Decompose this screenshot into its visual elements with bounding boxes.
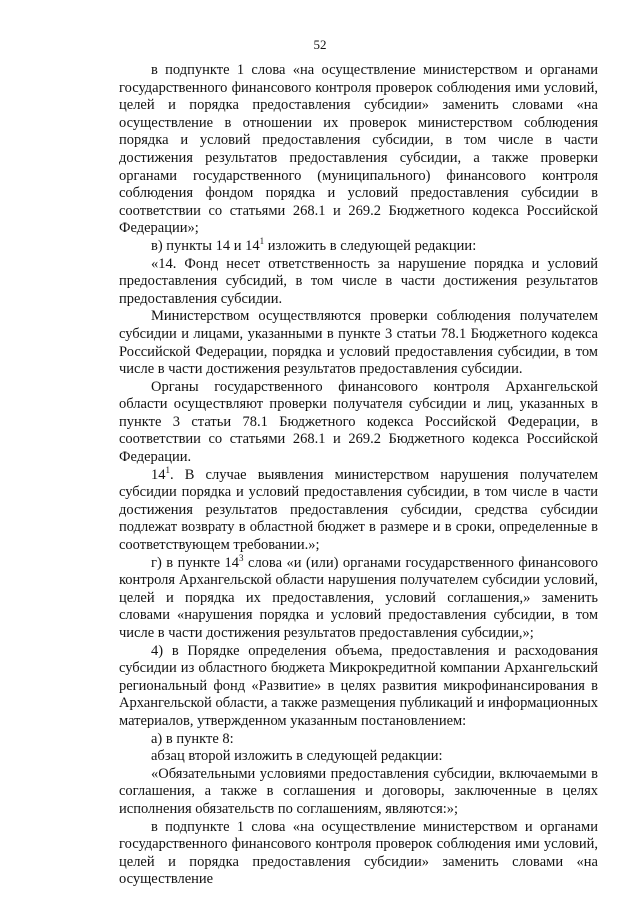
paragraph: $14^1$. В случае выявления министерством нарушения получателем субсидии порядка и условий предоставления субсидии, в том числе в части достижения результатов предоставления субсидии, средства субсидии подлежат возврату в областной бюджет в размере и в сроки, определенные в соответствующем требовании.»; [119, 464, 598, 554]
paragraph: Органы государственного финансового контроля Архангельской области осуществляют проверки получателя субсидии и лиц, указанных в пункте 3 статьи 78.1 Бюджетного кодекса Российской Федерации, в соответствии со статьями 268.1 и 269.2 Бюджетного кодекса Российской Федерации. [119, 378, 598, 466]
paragraph: абзац второй изложить в следующей редакции: [151, 748, 443, 765]
paragraph: «14. Фонд несет ответственность за нарушение порядка и условий предоставления субсидий, в том числе в части достижения результатов предоставления субсидии. [119, 255, 598, 307]
paragraph: 4) в Порядке определения объема, предоставления и расходования субсидии из областного бюджета Микрокредитной компании Архангельский региональный фонд «Развитие» в целях развития микрофинансирования в Архангельской области, а также размещения публикаций и информационных материалов, утвержденном указанным постановлением: [119, 642, 598, 729]
paragraph: «Обязательными условиями предоставления субсидии, включаемыми в соглашения, а также в соглашения и договоры, заключенные в целях исполнения обязательств по соглашениям, являются:»; [119, 765, 598, 817]
document-body [119, 62, 598, 889]
paragraph: в подпункте 1 слова «на осуществление министерством и органами государственного финансового контроля проверок соблюдения ими условий, целей и порядка предоставления субсидии» заменить словами «на осуществление в отношении их проверок министерством соблюдения порядка и условий предоставления субсидии, в том числе в части достижения результатов предоставления субсидии, а также проверки органами государственного (муниципального) финансового контроля соблюдения фондом порядка и условий предоставления субсидии в соответствии со статьями 268.1 и 269.2 Бюджетного кодекса Российской Федерации»; [119, 62, 598, 237]
paragraph: а) в пункте 8: [151, 730, 234, 747]
paragraph: Министерством осуществляются проверки соблюдения получателем субсидии и лицами, указанными в пункте 3 статьи 78.1 Бюджетного кодекса Российской Федерации, порядка и условий предоставления субсидии, в том числе в части достижения результатов предоставления субсидии. [119, 308, 598, 378]
paragraph: в подпункте 1 слова «на осуществление министерством и органами государственного финансового контроля проверок соблюдения ими условий, целей и порядка предоставления субсидии» заменить словами «на осуществление [119, 818, 598, 888]
page-number: 52 [313, 37, 327, 52]
paragraph: в) пункты 14 и $14^1$ изложить в следующей редакции: [151, 236, 477, 254]
paragraph: г) в пункте $14^3$ слова «и (или) органами государственного финансового контроля Архангельской области нарушения получателем субсидии условий, целей и порядка их предоставления, условий соглашения,» заменить словами «нарушения порядка и условий предоставления субсидии, в том числе в части достижения результатов предоставления субсидии,»; [119, 552, 598, 641]
